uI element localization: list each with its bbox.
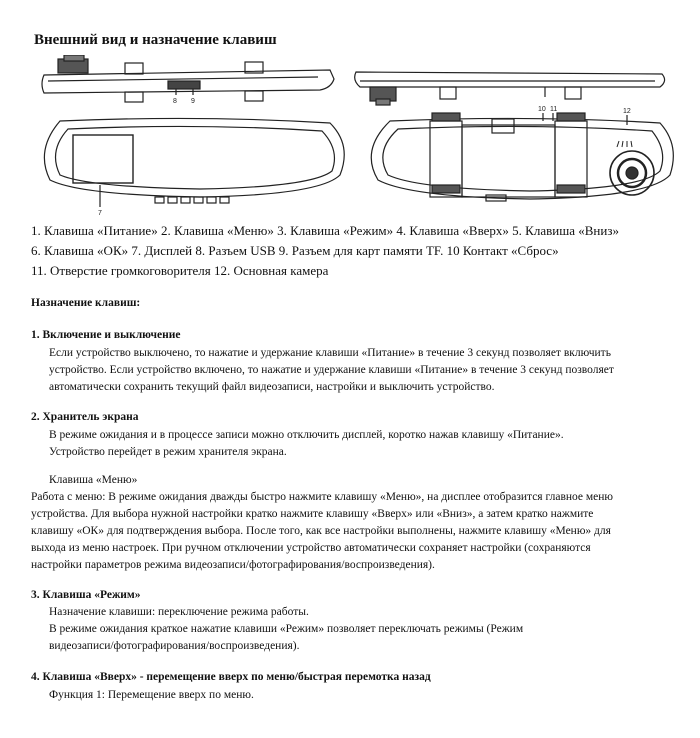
section-4-heading: 4. Клавиша «Вверх» - перемещение вверх по меню/быстрая перемотка назад <box>31 671 431 683</box>
section-1-text: Если устройство выключено, то нажатие и удержание клавиши «Питание» в течение 3 секунд позволяет включить устройство. Если устройство включено, то нажатие и удержание клавиши «Питание» в течение 3 секунд позволяет автоматически сохранить текущий файл видеозаписи, настройки и выключить устройство. <box>49 347 614 393</box>
key-legend <box>31 221 619 281</box>
callout-10: 10 <box>538 106 546 113</box>
menu-key-subheading: Клавиша «Меню» <box>49 474 138 486</box>
legend-line: 11. Отверстие громкоговорителя 12. Основная камера <box>31 263 329 278</box>
menu-key-text: Работа с меню: В режиме ожидания дважды быстро нажмите клавишу «Меню», на дисплее отобразится главное меню устройства. Для выбора нужной настройки кратко нажмите клавишу «Вверх» или «Вниз», а затем кратко нажмите клавишу «ОК» для подтверждения выбора. После того, как все настройки выполнены, нажмите клавишу «Меню» для выхода из меню настроек. При ручном отключении устройство автоматически сохраняет настройки (сохраняются настройки параметров режима видеозаписи/фотографирования/воспроизведения). <box>31 491 614 571</box>
section-2-text: В режиме ожидания и в процессе записи можно отключить дисплей, коротко нажав клавишу «Питание». Устройство перейдет в режим хранителя экрана. <box>49 429 564 458</box>
device-diagram <box>0 55 700 220</box>
section-3-text: Назначение клавиши: переключение режима работы. В режиме ожидания краткое нажатие клавиши «Режим» позволяет переключать режимы (Режим видеозаписи/фотографирования/воспроизведения). <box>49 606 524 652</box>
legend-line: 6. Клавиша «ОК» 7. Дисплей 8. Разъем USB 9. Разъем для карт памяти TF. 10 Контакт «Сброс» <box>31 243 559 258</box>
section-2-heading: 2. Хранитель экрана <box>31 411 139 423</box>
purpose-heading: Назначение клавиш: <box>31 297 141 309</box>
document-title: Внешний вид и назначение клавиш <box>34 32 277 48</box>
section-4-text: Функция 1: Перемещение вверх по меню. <box>49 689 254 701</box>
callout-11: 11 <box>550 106 558 113</box>
legend-line: 1. Клавиша «Питание» 2. Клавиша «Меню» 3. Клавиша «Режим» 4. Клавиша «Вверх» 5. Клавиша «Вниз» <box>31 223 619 238</box>
callout-7: 7 <box>98 210 102 217</box>
callout-9: 9 <box>191 98 195 105</box>
top-view-left <box>42 55 334 102</box>
front-view <box>44 118 344 207</box>
section-1-heading: 1. Включение и выключение <box>31 329 181 341</box>
callout-12: 12 <box>623 108 631 115</box>
back-view <box>371 113 673 201</box>
section-3-heading: 3. Клавиша «Режим» <box>31 589 141 601</box>
callout-8: 8 <box>173 98 177 105</box>
top-view-right <box>355 72 665 105</box>
